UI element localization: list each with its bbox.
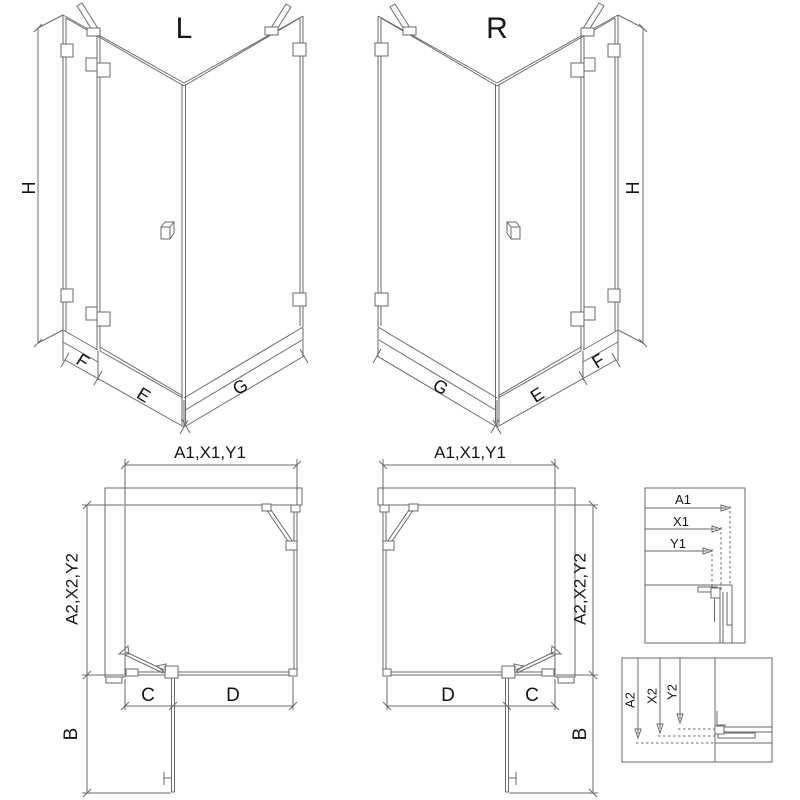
- detail-label-x2: X2: [644, 688, 660, 704]
- dim-label-g-left: G: [229, 374, 252, 400]
- detail-label-a1: A1: [675, 492, 691, 507]
- dim-label-f-right: F: [588, 349, 609, 373]
- dim-label-b-right: B: [570, 727, 592, 741]
- dim-label-c-right: C: [525, 685, 539, 706]
- iso-view-left-geometry: [34, 3, 308, 434]
- dim-label-h-left: H: [18, 181, 39, 195]
- dim-label-d-right: D: [441, 685, 455, 706]
- variant-label-left: L: [175, 12, 193, 45]
- dim-label-a1x1y1-right: A1,X1,Y1: [434, 443, 506, 462]
- dim-label-c-left: C: [141, 685, 155, 706]
- dim-label-g-right: G: [429, 374, 452, 400]
- detail-label-y2: Y2: [664, 684, 680, 700]
- variant-label-right: R: [486, 12, 508, 45]
- dim-label-f-left: F: [72, 349, 93, 373]
- dim-label-h-right: H: [622, 181, 643, 195]
- detail-label-a2: A2: [622, 692, 638, 708]
- profile-block: [711, 588, 720, 598]
- profile-block: [715, 726, 724, 734]
- detail-label-y1: Y1: [670, 536, 686, 551]
- dim-label-a2x2y2-left: A2,X2,Y2: [62, 553, 82, 625]
- plan-view-left-geometry: [82, 459, 302, 797]
- dim-label-a1x1y1-left: A1,X1,Y1: [174, 443, 246, 462]
- dim-label-d-left: D: [226, 685, 240, 706]
- dim-label-e-left: E: [133, 383, 155, 407]
- dim-label-e-right: E: [526, 383, 548, 407]
- detail-label-x1: X1: [673, 514, 689, 529]
- plan-view-right-geometry: [378, 459, 598, 797]
- detail-box-top: [645, 488, 745, 643]
- dim-label-b-left: B: [61, 727, 83, 741]
- dim-label-a2x2y2-right: A2,X2,Y2: [570, 553, 590, 625]
- detail-box-bottom: [622, 658, 772, 762]
- iso-view-right-geometry: [373, 3, 647, 434]
